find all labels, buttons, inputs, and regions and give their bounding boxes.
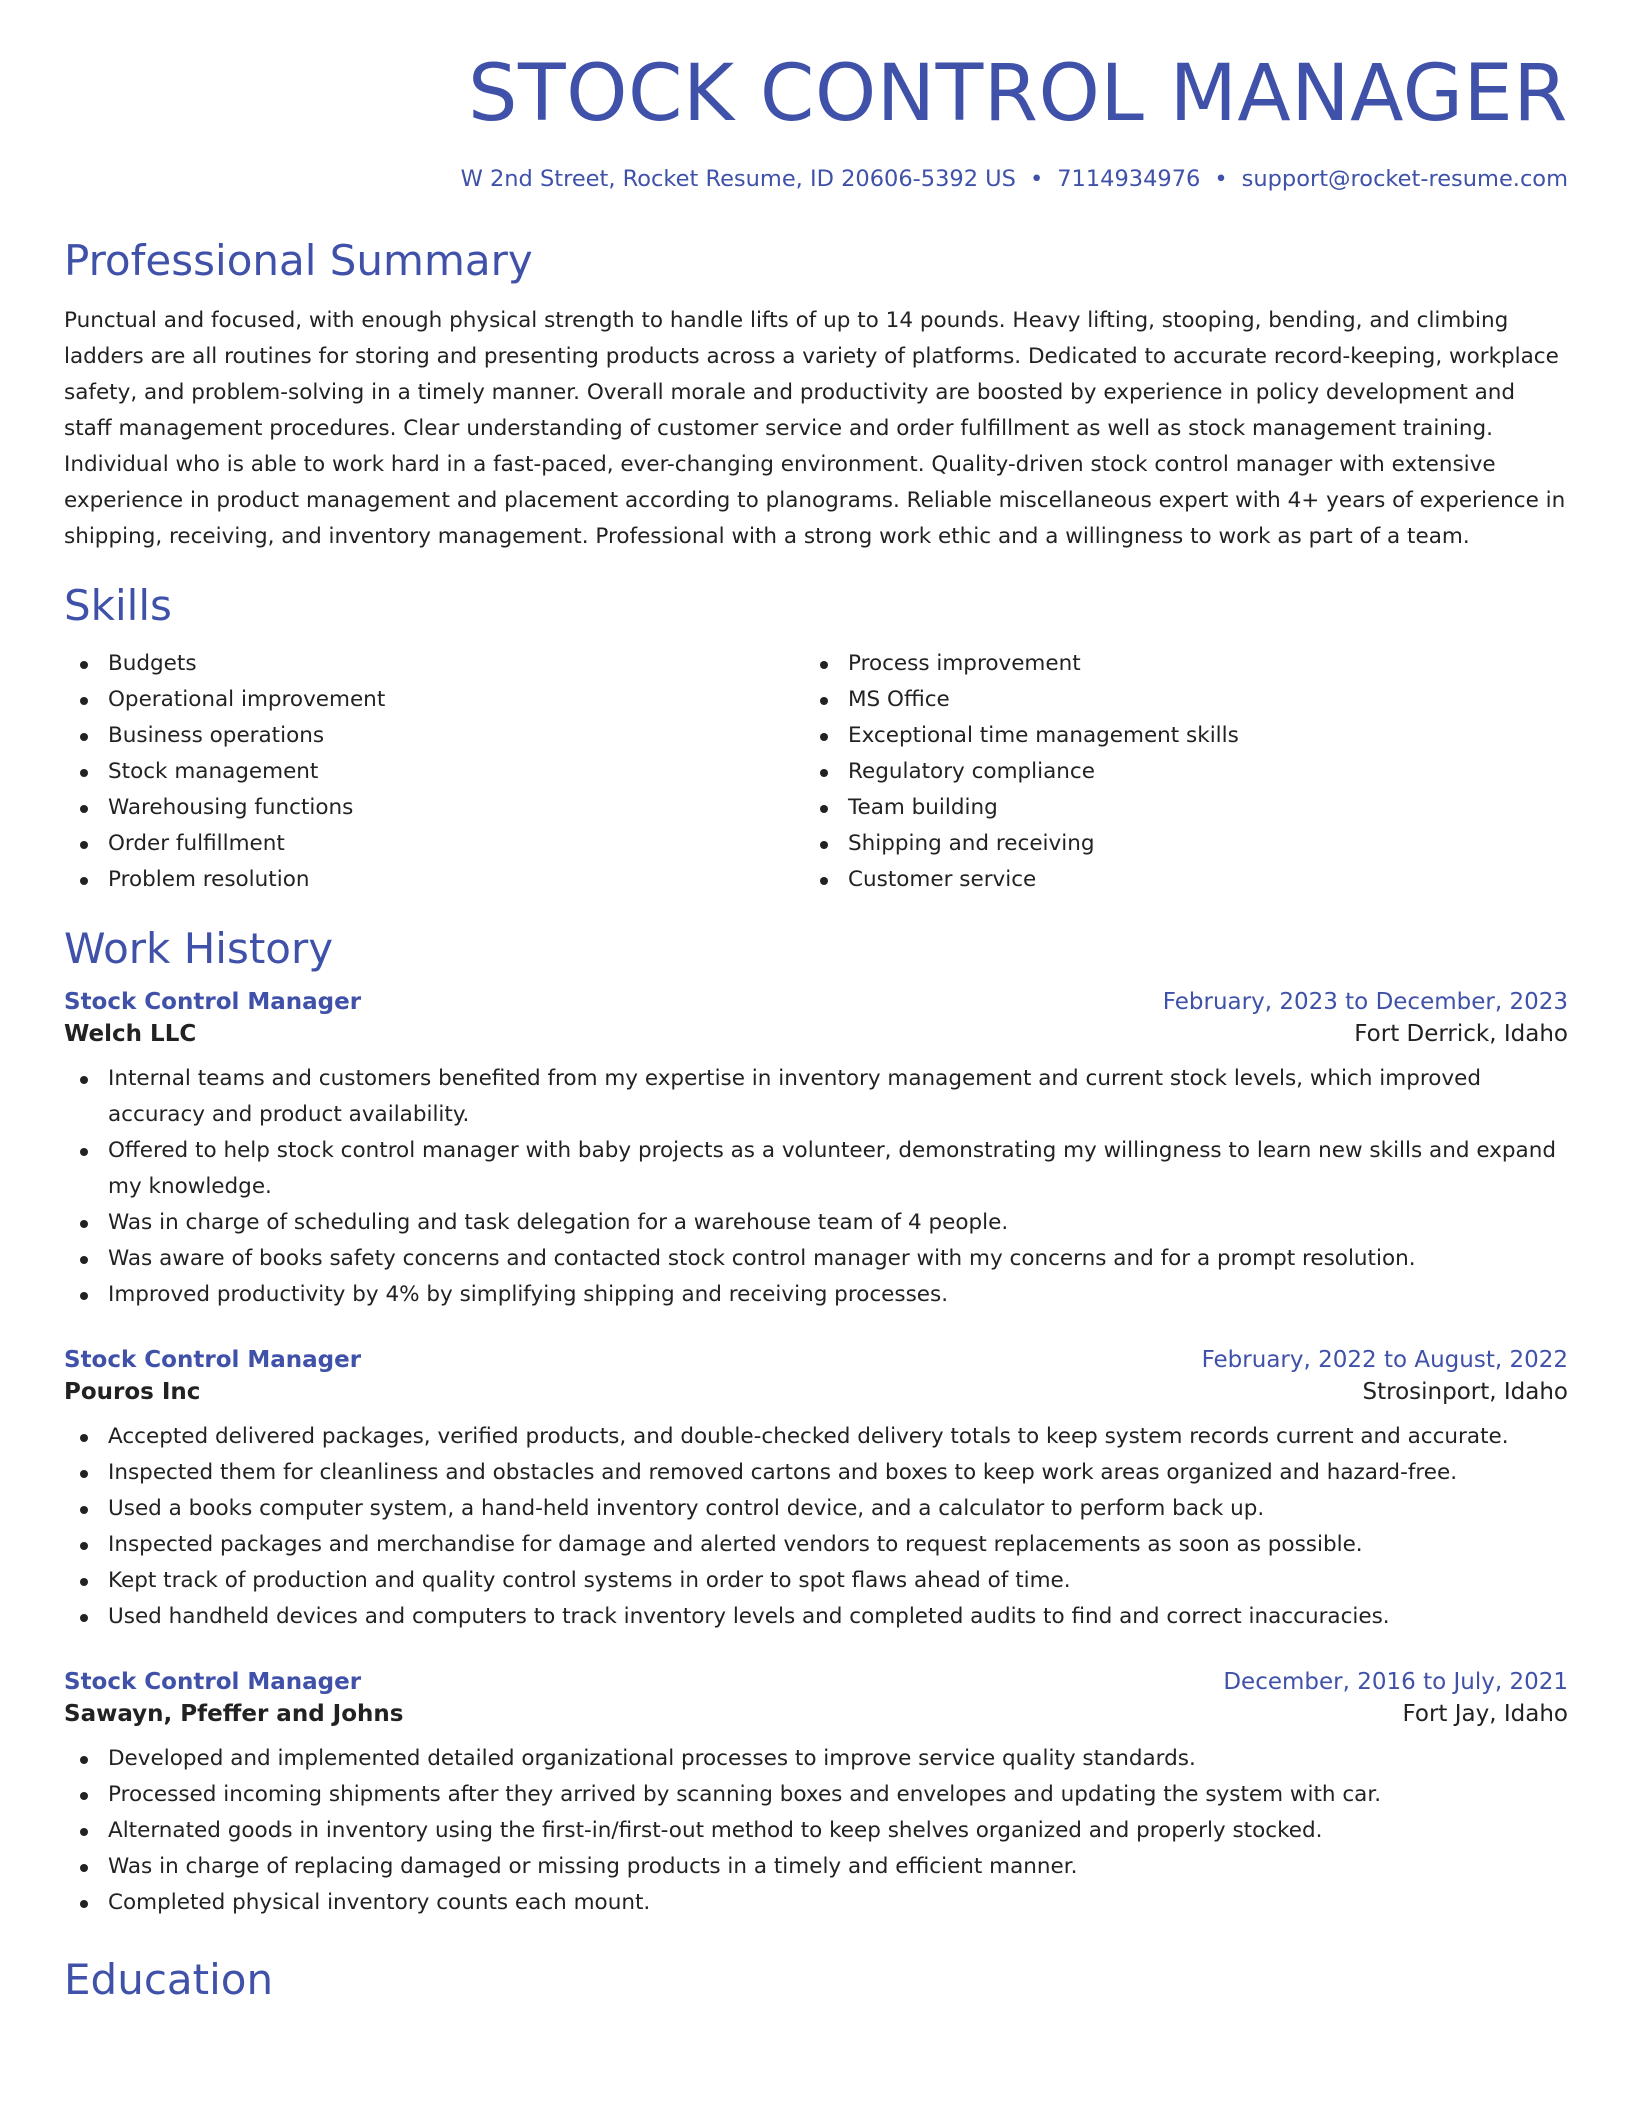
job-title: Stock Control Manager (64, 988, 362, 1015)
job-bullet: Accepted delivered packages, verified products, and double-checked delivery totals to keep system records current and accurate. (64, 1419, 1568, 1455)
skill-item: Stock management (64, 754, 804, 790)
education-heading: Education (64, 1954, 274, 2004)
skills-heading: Skills (64, 580, 172, 630)
skill-item: Shipping and receiving (804, 826, 1544, 862)
skill-item: Team building (804, 790, 1544, 826)
job-bullet: Offered to help stock control manager with baby projects as a volunteer, demonstrating my willingness to learn new skills and expand my knowledge. (64, 1133, 1568, 1205)
skill-item: Problem resolution (64, 862, 804, 898)
contact-separator: • (1214, 165, 1228, 192)
skill-item: Process improvement (804, 646, 1544, 682)
job-subheader (64, 1021, 1568, 1047)
job-bullet: Kept track of production and quality control systems in order to spot flaws ahead of time. (64, 1563, 1568, 1599)
work-history-heading: Work History (64, 923, 334, 973)
job-header (64, 1347, 1568, 1373)
job-subheader (64, 1701, 1568, 1727)
job-dates: February, 2023 to December, 2023 (1162, 988, 1568, 1015)
job-bullet: Used handheld devices and computers to track inventory levels and completed audits to find and correct inaccuracies. (64, 1599, 1568, 1635)
job-bullet: Processed incoming shipments after they arrived by scanning boxes and envelopes and updating the system with car. (64, 1777, 1568, 1813)
summary-heading: Professional Summary (64, 235, 533, 285)
skill-item: Exceptional time management skills (804, 718, 1544, 754)
job-bullet: Alternated goods in inventory using the first-in/first-out method to keep shelves organized and properly stocked. (64, 1813, 1568, 1849)
skill-item: Warehousing functions (64, 790, 804, 826)
job-location: Strosinport, Idaho (1362, 1378, 1568, 1405)
job-dates: February, 2022 to August, 2022 (1201, 1346, 1568, 1373)
job-entry (64, 989, 1568, 1313)
job-company: Welch LLC (64, 1020, 197, 1047)
skill-item: Business operations (64, 718, 804, 754)
job-subheader (64, 1379, 1568, 1405)
job-location: Fort Jay, Idaho (1402, 1700, 1568, 1727)
job-bullet: Developed and implemented detailed organizational processes to improve service quality standards. (64, 1741, 1568, 1777)
job-company: Pouros Inc (64, 1378, 201, 1405)
summary-text: Punctual and focused, with enough physical strength to handle lifts of up to 14 pounds. Heavy lifting, stooping, bending, and climbing ladders are all routines for storing and presenting products across a variety of platforms. Dedicated to accurate record-keeping, workplace safety, and problem-solving in a timely manner. Overall morale and productivity are boosted by experience in policy development and staff management procedures. Clear understanding of customer service and order fulfillment as well as stock management training. Individual who is able to work hard in a fast-paced, ever-changing environment. Quality-driven stock control manager with extensive experience in product management and placement according to planograms. Reliable miscellaneous expert with 4+ years of experience in shipping, receiving, and inventory management. Professional with a strong work ethic and a willingness to work as part of a team. (64, 307, 1566, 549)
contact-email: support@rocket-resume.com (1241, 165, 1568, 192)
job-company: Sawayn, Pfeffer and Johns (64, 1700, 404, 1727)
job-bullets (64, 1741, 1568, 1921)
contact-address: W 2nd Street, Rocket Resume, ID 20606-5392 US (460, 165, 1016, 192)
skill-item: Operational improvement (64, 682, 804, 718)
job-bullets (64, 1061, 1568, 1313)
skills-columns (64, 646, 1568, 898)
job-bullet: Inspected them for cleanliness and obstacles and removed cartons and boxes to keep work areas organized and hazard-free. (64, 1455, 1568, 1491)
job-bullet: Improved productivity by 4% by simplifying shipping and receiving processes. (64, 1277, 1568, 1313)
skill-item: Order fulfillment (64, 826, 804, 862)
job-bullet: Was in charge of scheduling and task delegation for a warehouse team of 4 people. (64, 1205, 1568, 1241)
skill-item: Customer service (804, 862, 1544, 898)
contact-phone: 7114934976 (1057, 165, 1201, 192)
candidate-name: STOCK CONTROL MANAGER (467, 49, 1568, 139)
job-bullet: Was in charge of replacing damaged or missing products in a timely and efficient manner. (64, 1849, 1568, 1885)
job-entry (64, 1347, 1568, 1635)
skills-right-column (804, 646, 1544, 898)
contact-line (64, 166, 1568, 192)
job-entry (64, 1669, 1568, 1921)
job-bullet: Used a books computer system, a hand-held inventory control device, and a calculator to perform back up. (64, 1491, 1568, 1527)
job-location: Fort Derrick, Idaho (1354, 1020, 1568, 1047)
job-header (64, 1669, 1568, 1695)
job-bullets (64, 1419, 1568, 1635)
skill-item: Regulatory compliance (804, 754, 1544, 790)
skill-item: Budgets (64, 646, 804, 682)
job-title: Stock Control Manager (64, 1668, 362, 1695)
contact-separator: • (1029, 165, 1044, 192)
job-bullet: Inspected packages and merchandise for damage and alerted vendors to request replacements as soon as possible. (64, 1527, 1568, 1563)
job-dates: December, 2016 to July, 2021 (1223, 1668, 1568, 1695)
job-header (64, 989, 1568, 1015)
job-bullet: Internal teams and customers benefited from my expertise in inventory management and current stock levels, which improved accuracy and product availability. (64, 1061, 1568, 1133)
job-bullet: Was aware of books safety concerns and contacted stock control manager with my concerns and for a prompt resolution. (64, 1241, 1568, 1277)
skill-item: MS Office (804, 682, 1544, 718)
skills-left-column (64, 646, 804, 898)
job-title: Stock Control Manager (64, 1346, 362, 1373)
job-bullet: Completed physical inventory counts each mount. (64, 1885, 1568, 1921)
